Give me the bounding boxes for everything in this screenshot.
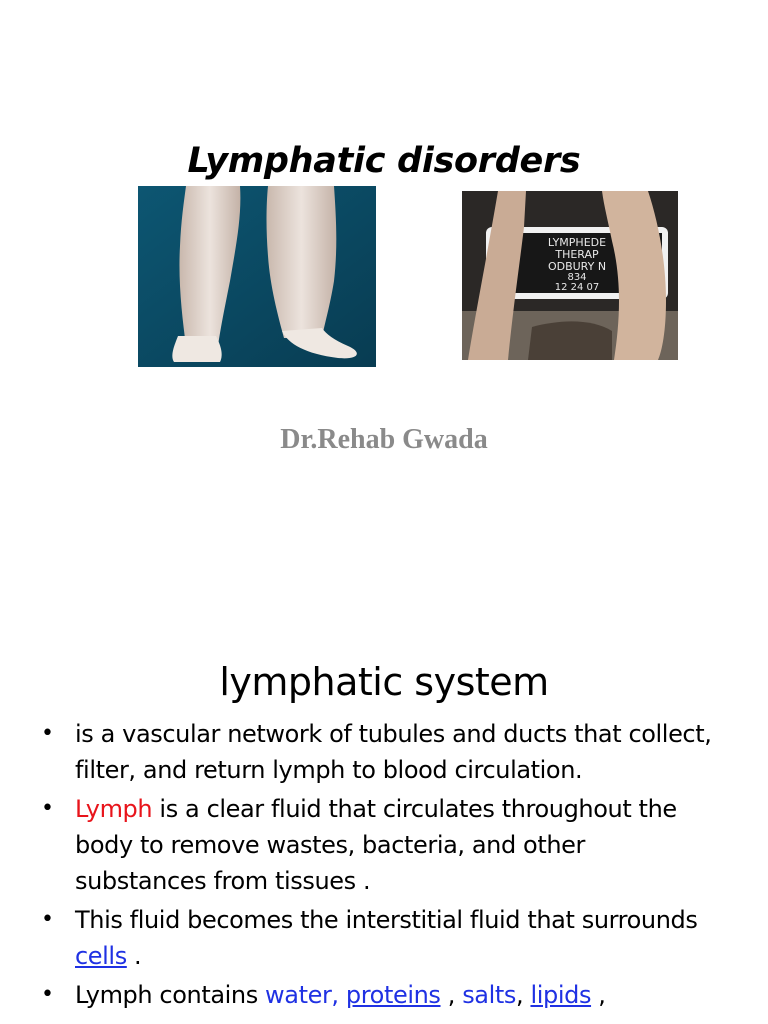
bullet-item (0, 977, 768, 1013)
bullet-item (0, 902, 768, 974)
separator-text: , (440, 981, 463, 1009)
water-term: water, (265, 981, 339, 1009)
cells-link[interactable]: cells (75, 942, 127, 970)
legs-lymphedema-photo (138, 186, 376, 367)
bullet-text: This fluid becomes the interstitial fluid that surrounds (75, 906, 698, 934)
separator-text: , (516, 981, 531, 1009)
slide-title: Lymphatic disorders (187, 141, 581, 182)
sign-line-1: LYMPHEDE (547, 236, 607, 249)
bullet-item (0, 716, 768, 788)
sign-line-3: ODBURY N (547, 260, 607, 273)
slide-title: lymphatic system (219, 659, 549, 704)
arms-lymphedema-photo (462, 191, 678, 360)
bullet-icon: • (41, 982, 54, 1007)
bullet-icon: • (41, 721, 54, 746)
sign-line-5: 12 24 07 (554, 282, 600, 293)
bullet-text: is a clear fluid that circulates throughout the body to remove wastes, bacteria, and other substances from tissues . (75, 795, 677, 895)
bullet-text: Lymph contains (75, 981, 266, 1009)
bullet-text-end: . (126, 942, 142, 970)
bullet-list (0, 716, 768, 1016)
sign-line-2: THERAP (555, 248, 599, 261)
lipids-link[interactable]: lipids (530, 981, 592, 1009)
bullet-text: is a vascular network of tubules and ducts that collect, filter, and return lymph to blood circulation. (75, 720, 712, 784)
salts-term: salts (462, 981, 516, 1009)
term-lymph: Lymph (75, 795, 153, 823)
bullet-icon: • (41, 796, 54, 821)
bullet-text-end: , (591, 981, 606, 1009)
author-name: Dr.Rehab Gwada (280, 424, 488, 455)
proteins-link[interactable]: proteins (345, 981, 441, 1009)
bullet-item (0, 791, 768, 899)
sign-line-4: 834 (567, 272, 587, 283)
content-slide (0, 576, 768, 1024)
bullet-icon: • (41, 907, 54, 932)
